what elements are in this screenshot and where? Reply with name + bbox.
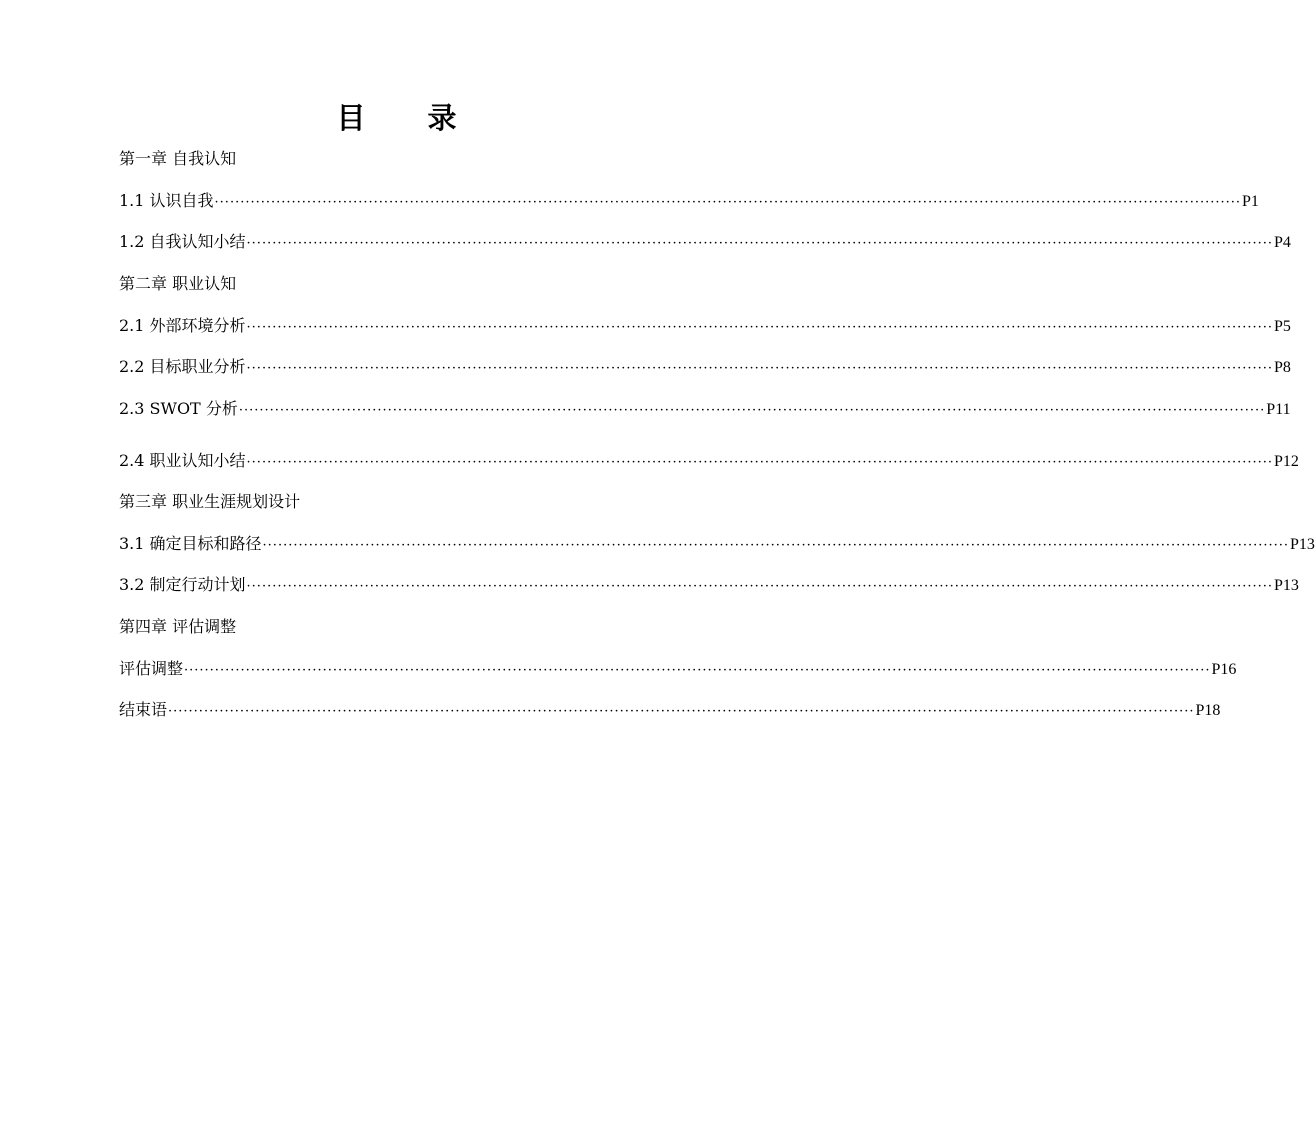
toc-entry [119, 231, 1291, 253]
toc-entry-page: P12 [1274, 453, 1299, 470]
toc-chapter: 第四章 评估调整 [119, 617, 237, 636]
toc-entry-page: P4 [1274, 234, 1291, 251]
toc-entry [119, 450, 1299, 472]
toc-chapter: 第三章 职业生涯规划设计 [119, 492, 301, 511]
toc-entry-page: P16 [1211, 661, 1237, 678]
toc-entry-label: 结束语 [119, 700, 168, 719]
toc-entry-page: P1 [1242, 193, 1259, 210]
toc-entry [119, 533, 1315, 555]
toc-entry [119, 658, 1237, 680]
toc-entry [119, 398, 1291, 420]
toc-entry-label: 2.3 SWOT 分析 [119, 399, 238, 418]
toc-entry-page: P18 [1195, 702, 1221, 719]
toc-title: 目 录 [336, 101, 483, 135]
toc-entry-label: 评估调整 [119, 659, 184, 678]
toc-entry-page: P13 [1290, 536, 1315, 553]
toc-entry-label: 3.1 确定目标和路径 [119, 534, 262, 553]
toc-entry-label: 2.2 目标职业分析 [119, 357, 246, 376]
toc-leader-dots: ········································································································································································································ [246, 579, 1274, 594]
toc-leader-dots: ········································································································································································································ [168, 704, 1195, 719]
toc-entry-label: 3.2 制定行动计划 [119, 575, 246, 594]
toc-leader-dots: ········································································································································································································ [246, 361, 1274, 376]
toc-entry [119, 356, 1291, 378]
toc-entry [119, 190, 1259, 212]
toc-leader-dots: ········································································································································································································ [214, 195, 1242, 210]
toc-chapter: 第一章 自我认知 [119, 149, 237, 168]
toc-entry-page: P13 [1274, 577, 1299, 594]
toc-entry-page: P8 [1274, 359, 1291, 376]
toc-leader-dots: ········································································································································································································ [184, 663, 1211, 678]
toc-leader-dots: ········································································································································································································ [238, 403, 1266, 418]
toc-leader-dots: ········································································································································································································ [246, 320, 1274, 335]
toc-entry-page: P11 [1266, 401, 1291, 418]
toc-entry-label: 2.4 职业认知小结 [119, 451, 246, 470]
toc-entry [119, 574, 1299, 596]
toc-leader-dots: ········································································································································································································ [262, 538, 1290, 553]
toc-entry-label: 1.2 自我认知小结 [119, 232, 246, 251]
toc-entry [119, 315, 1291, 337]
toc-leader-dots: ········································································································································································································ [246, 455, 1274, 470]
toc-chapter: 第二章 职业认知 [119, 274, 237, 293]
toc-entry-page: P5 [1274, 318, 1291, 335]
toc-leader-dots: ········································································································································································································ [246, 236, 1274, 251]
toc-entry [119, 699, 1221, 721]
toc-entry-label: 1.1 认识自我 [119, 191, 214, 210]
toc-entry-label: 2.1 外部环境分析 [119, 316, 246, 335]
